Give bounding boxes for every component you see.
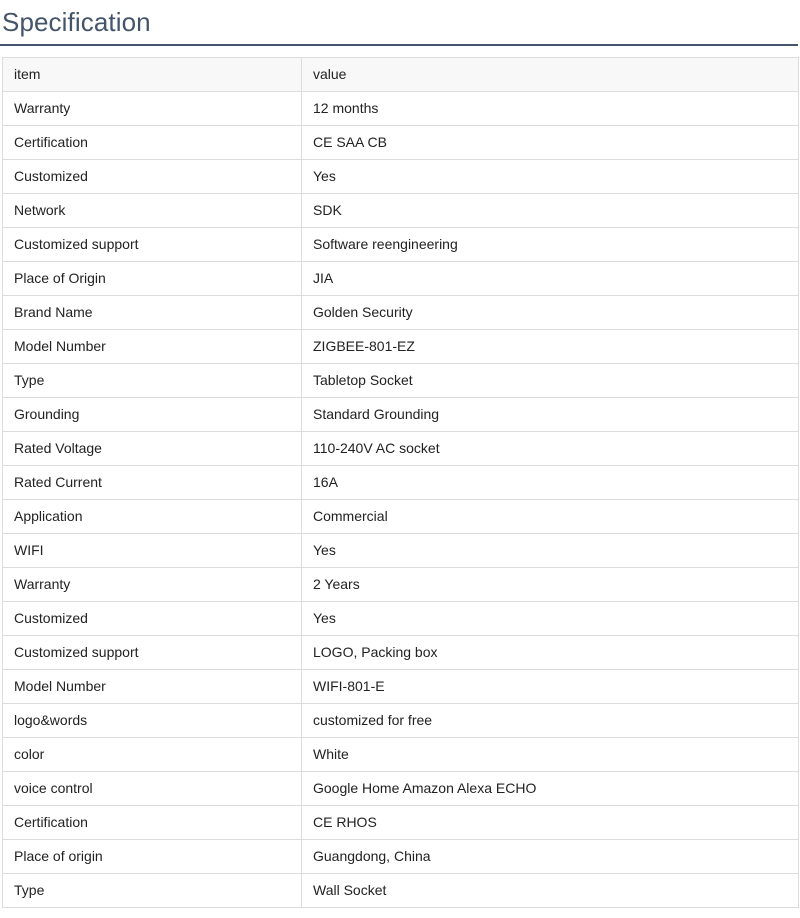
cell-value: Standard Grounding: [302, 398, 799, 432]
cell-item: Warranty: [3, 92, 302, 126]
cell-item: Certification: [3, 806, 302, 840]
table-row: [3, 432, 799, 466]
specification-table: [2, 57, 799, 908]
table-row: [3, 398, 799, 432]
cell-value: Google Home Amazon Alexa ECHO: [302, 772, 799, 806]
specification-table-body: [3, 58, 799, 908]
cell-value: CE SAA CB: [302, 126, 799, 160]
header-cell-item: item: [3, 58, 302, 92]
cell-value: Yes: [302, 534, 799, 568]
cell-value: Wall Socket: [302, 874, 799, 908]
table-row: [3, 194, 799, 228]
cell-value: SDK: [302, 194, 799, 228]
cell-value: 2 Years: [302, 568, 799, 602]
table-row: [3, 534, 799, 568]
table-row: [3, 874, 799, 908]
cell-value: WIFI-801-E: [302, 670, 799, 704]
cell-value: White: [302, 738, 799, 772]
cell-item: Application: [3, 500, 302, 534]
cell-item: Brand Name: [3, 296, 302, 330]
table-header-row: [3, 58, 799, 92]
cell-value: Guangdong, China: [302, 840, 799, 874]
cell-item: color: [3, 738, 302, 772]
cell-item: Certification: [3, 126, 302, 160]
table-row: [3, 772, 799, 806]
table-row: [3, 738, 799, 772]
table-row: [3, 602, 799, 636]
cell-item: voice control: [3, 772, 302, 806]
cell-value: Yes: [302, 160, 799, 194]
cell-value: Yes: [302, 602, 799, 636]
cell-value: Golden Security: [302, 296, 799, 330]
cell-item: Model Number: [3, 670, 302, 704]
cell-value: Commercial: [302, 500, 799, 534]
cell-item: Place of origin: [3, 840, 302, 874]
table-row: [3, 466, 799, 500]
cell-value: Software reengineering: [302, 228, 799, 262]
cell-value: LOGO, Packing box: [302, 636, 799, 670]
header-cell-value: value: [302, 58, 799, 92]
cell-item: Type: [3, 874, 302, 908]
cell-item: Grounding: [3, 398, 302, 432]
cell-item: Network: [3, 194, 302, 228]
table-row: [3, 636, 799, 670]
table-row: [3, 126, 799, 160]
table-row: [3, 704, 799, 738]
table-row: [3, 840, 799, 874]
cell-item: Customized: [3, 602, 302, 636]
table-row: [3, 92, 799, 126]
cell-value: CE RHOS: [302, 806, 799, 840]
table-row: [3, 806, 799, 840]
table-row: [3, 262, 799, 296]
cell-value: 110-240V AC socket: [302, 432, 799, 466]
cell-value: ZIGBEE-801-EZ: [302, 330, 799, 364]
table-row: [3, 670, 799, 704]
cell-value: 16A: [302, 466, 799, 500]
table-row: [3, 364, 799, 398]
cell-item: Customized support: [3, 636, 302, 670]
cell-item: Customized: [3, 160, 302, 194]
cell-value: 12 months: [302, 92, 799, 126]
cell-item: Place of Origin: [3, 262, 302, 296]
cell-value: JIA: [302, 262, 799, 296]
table-row: [3, 228, 799, 262]
table-row: [3, 296, 799, 330]
title-divider: [0, 44, 798, 46]
page-title: Specification: [2, 7, 151, 37]
cell-item: logo&words: [3, 704, 302, 738]
cell-value: customized for free: [302, 704, 799, 738]
cell-item: Type: [3, 364, 302, 398]
cell-item: Rated Current: [3, 466, 302, 500]
table-row: [3, 568, 799, 602]
cell-item: Rated Voltage: [3, 432, 302, 466]
cell-item: Model Number: [3, 330, 302, 364]
cell-item: WIFI: [3, 534, 302, 568]
cell-item: Warranty: [3, 568, 302, 602]
table-row: [3, 500, 799, 534]
table-row: [3, 330, 799, 364]
cell-value: Tabletop Socket: [302, 364, 799, 398]
cell-item: Customized support: [3, 228, 302, 262]
table-row: [3, 160, 799, 194]
